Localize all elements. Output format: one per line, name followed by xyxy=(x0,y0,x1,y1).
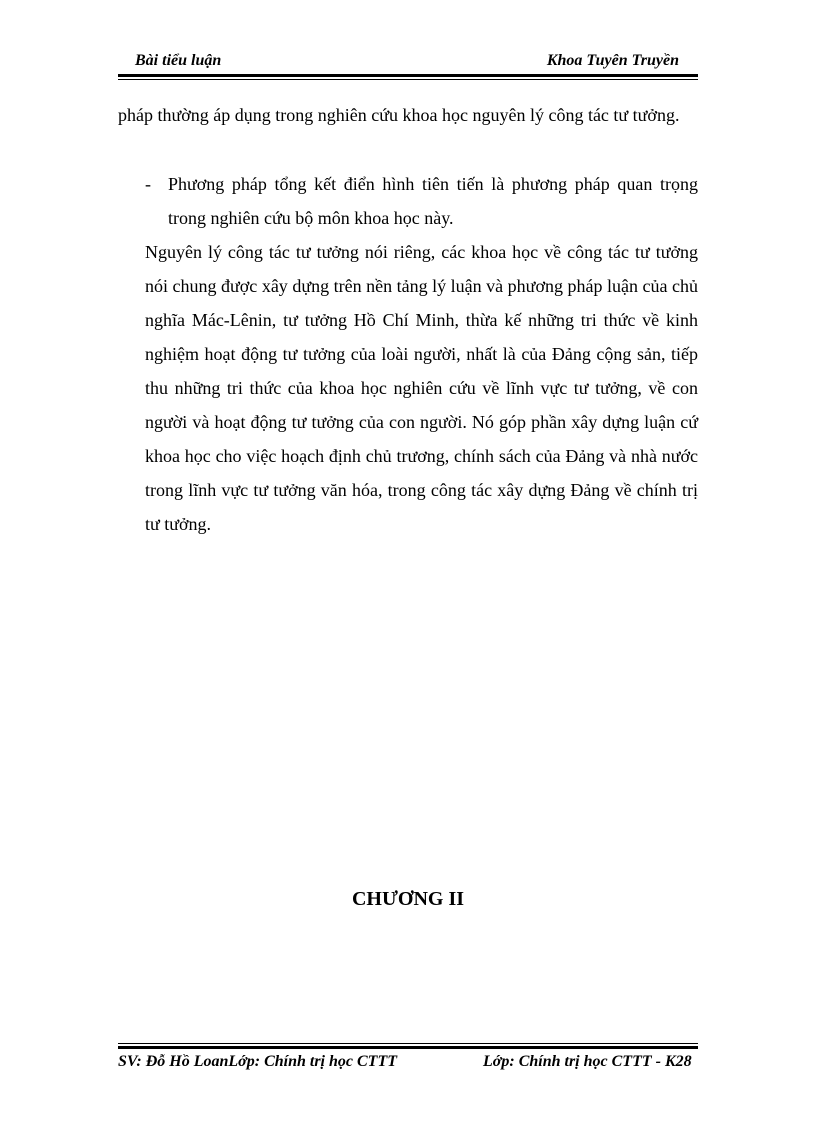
footer-student-info: SV: Đỗ Hồ LoanLớp: Chính trị học CTTT xyxy=(118,1053,397,1070)
paragraph-continuation: pháp thường áp dụng trong nghiên cứu khoa học nguyên lý công tác tư tưởng. xyxy=(118,105,680,125)
footer-class-info: Lớp: Chính trị học CTTT - K28 xyxy=(483,1053,692,1070)
header-rule-thick xyxy=(118,74,698,77)
bullet-item-text: Phương pháp tổng kết điển hình tiên tiến là phương pháp quan trọng trong nghiên cứu bộ môn khoa học này. xyxy=(168,174,698,228)
header-rule-thin xyxy=(118,79,698,80)
paragraph-main: Nguyên lý công tác tư tưởng nói riêng, các khoa học về công tác tư tưởng nói chung được xây dựng trên nền tảng lý luận và phương pháp luận của chủ nghĩa Mác-Lênin, tư tưởng Hồ Chí Minh, thừa kế những tri thức về kinh nghiệm hoạt động tư tưởng của loài người, nhất là của Đảng cộng sản, tiếp thu những tri thức của khoa học nghiên cứu về lĩnh vực tư tưởng, về con người và hoạt động tư tưởng của con người. Nó góp phần xây dựng luận cứ khoa học cho việc hoạch định chủ trương, chính sách của Đảng và nhà nước trong lĩnh vực tư tưởng văn hóa, trong công tác xây dựng Đảng về chính trị tư tưởng. xyxy=(145,242,698,534)
header-left-title: Bài tiểu luận xyxy=(135,52,222,69)
bullet-dash: - xyxy=(145,174,151,194)
header-right-department: Khoa Tuyên Truyền xyxy=(546,52,679,69)
footer-rule-thin xyxy=(118,1043,698,1044)
chapter-heading: CHƯƠNG II xyxy=(351,888,465,910)
footer-rule-thick xyxy=(118,1046,698,1049)
